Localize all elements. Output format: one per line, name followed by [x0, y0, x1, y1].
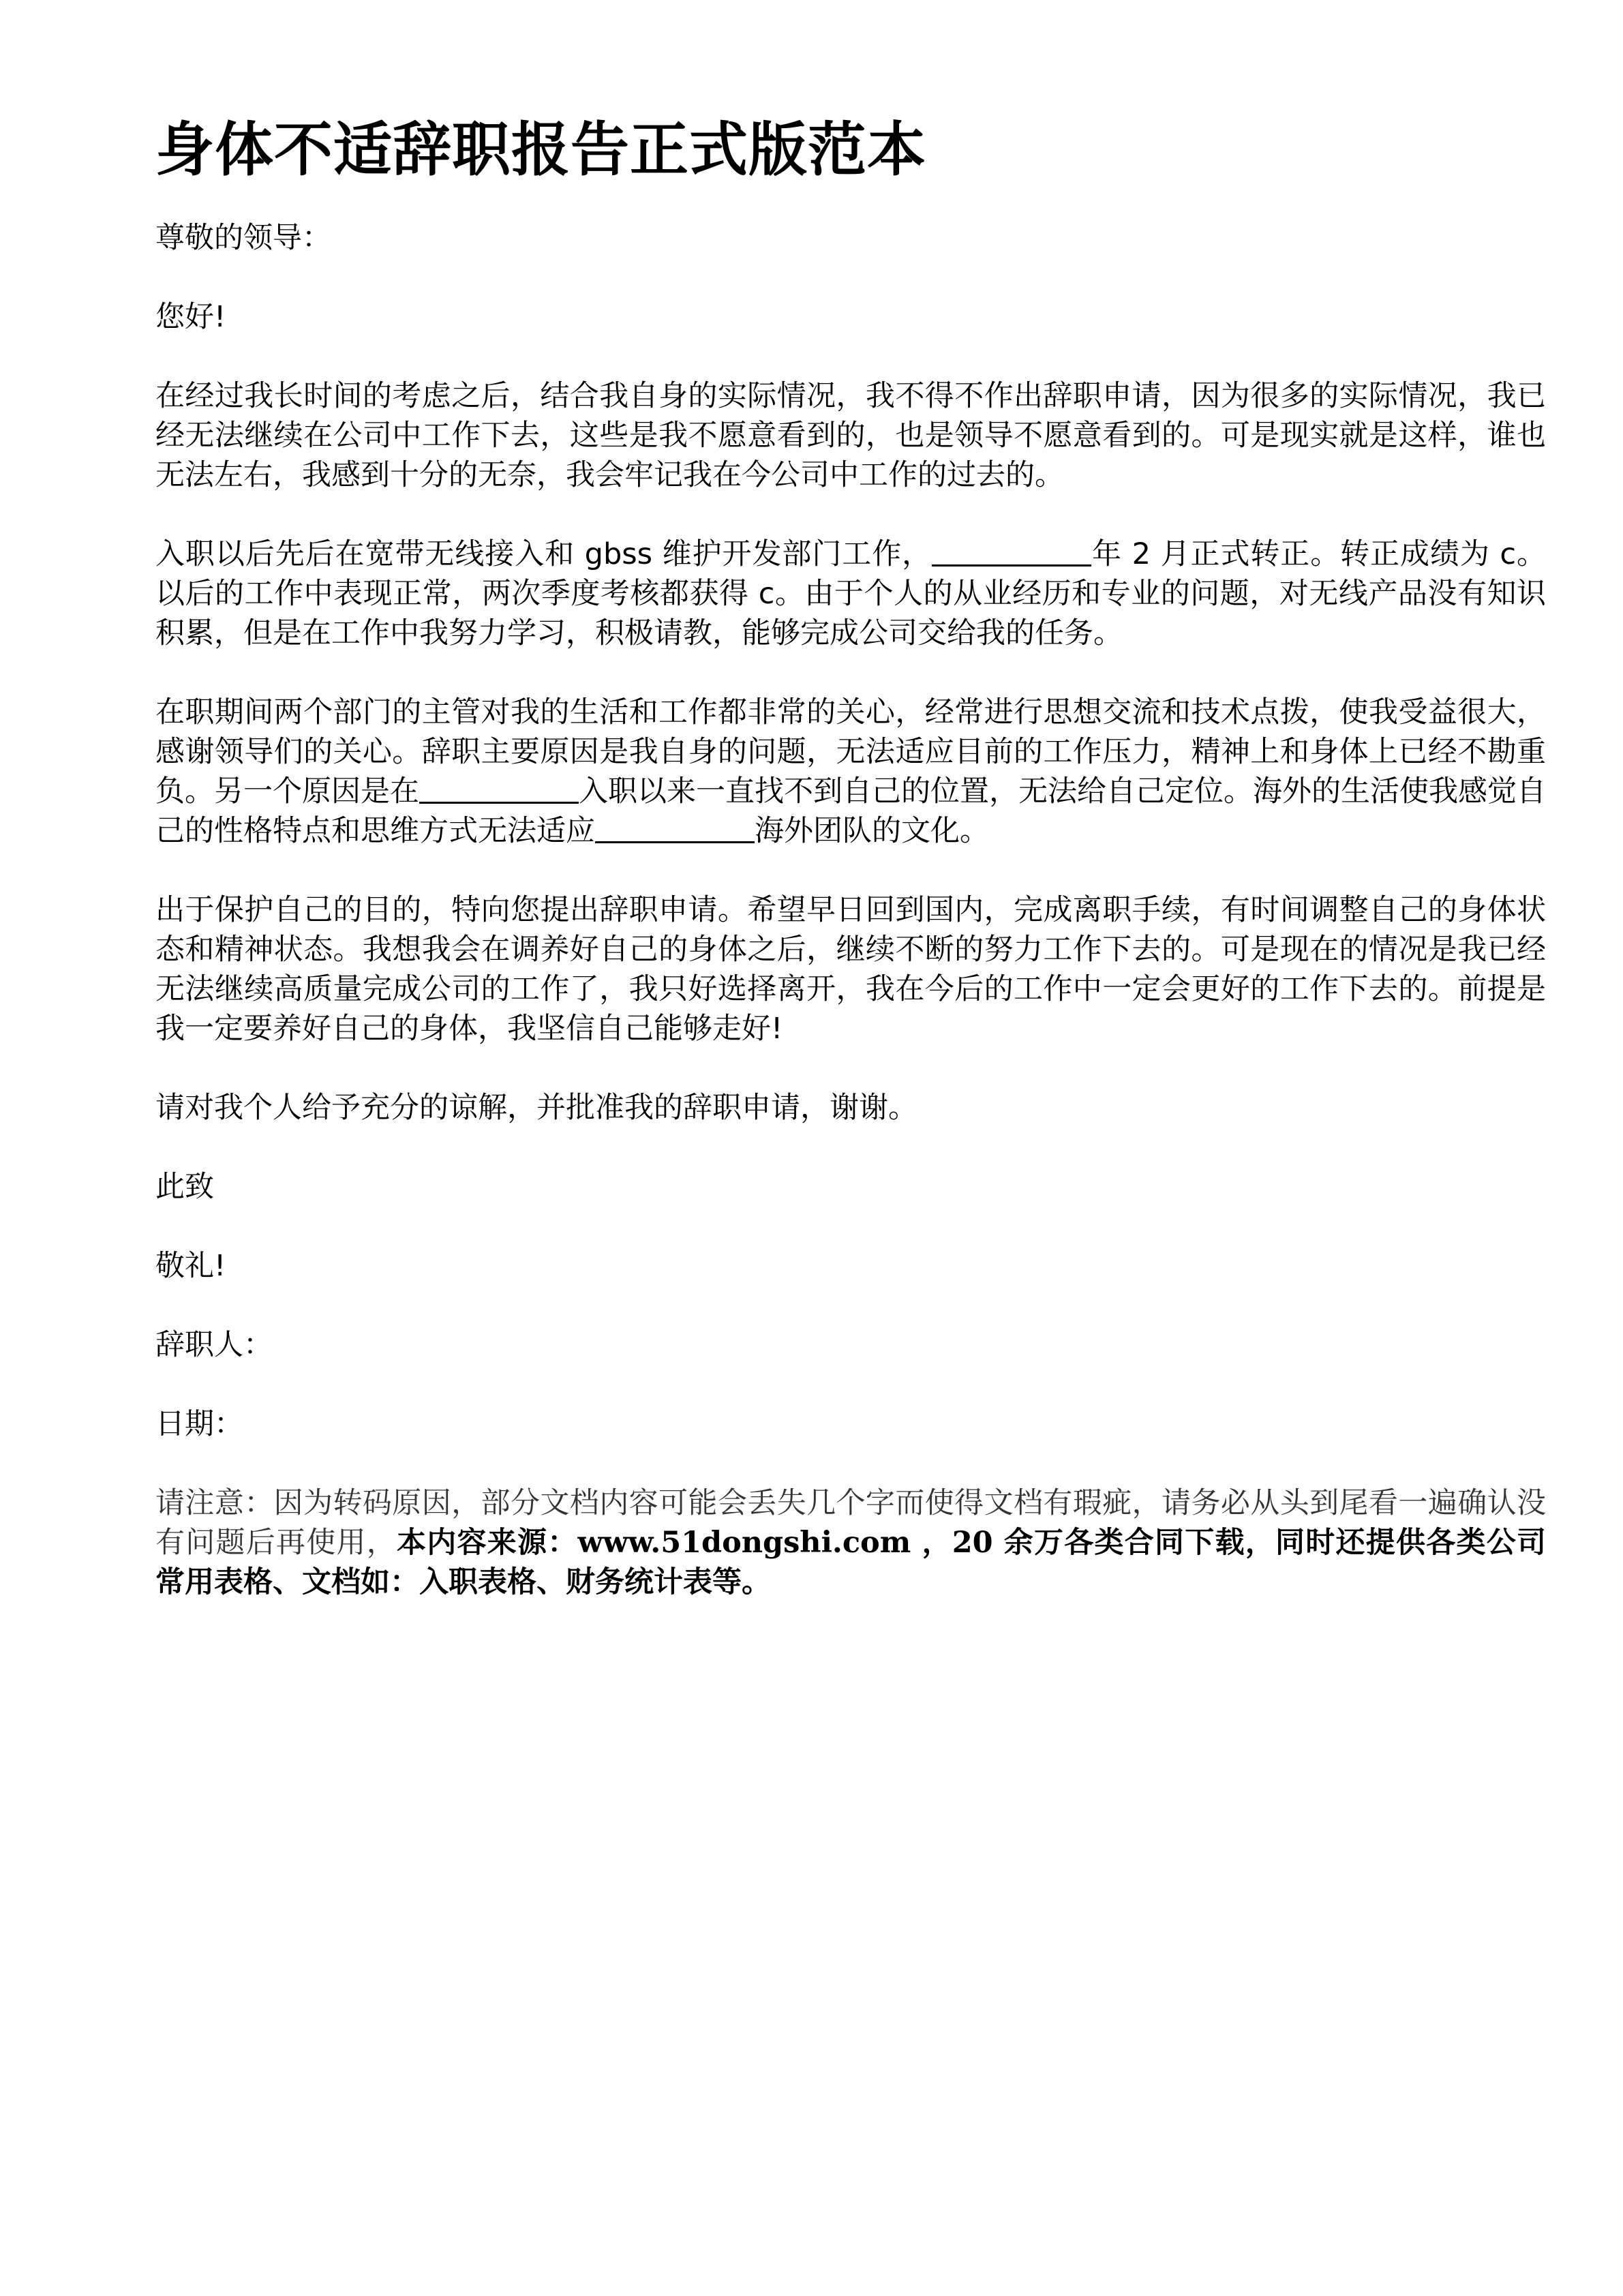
source-note-bold: 本内容来源：www.51dongshi.com ，20 余万各类合同下载，同时还提供各类公司常用表格、文档如：入职表格、财务统计表等。	[155, 1526, 1547, 1599]
paragraph-3-part-a: 在职期间两个部门的主管对我的生活和工作都非常的关心，经常进行思想交流和技术点拨，使我受益很大，感谢领导们的关心。辞职主要原因是我自身的问题，无法适应目前的工作压力，精神上和身体上已经不勘重负。另一个原因是在	[155, 695, 1546, 809]
salutation: 尊敬的领导：	[155, 221, 331, 255]
fill-in-blank	[419, 774, 579, 804]
paragraph-3	[155, 693, 1546, 851]
paragraph-3-part-c: 海外团队的文化。	[755, 814, 989, 848]
document-page	[155, 109, 1546, 1602]
paragraph-2-part-b: 年 2 月正式转正。转正成绩为 c。以后的工作中表现正常，两次季度考核都获得 c。由于个人的从业经历和专业的问题，对无线产品没有知识积累，但是在工作中我努力学习，积极请教，能够完成公司交给我的任务。	[155, 537, 1547, 650]
paragraph-3-part-b: 入职以来一直找不到自己的位置，无法给自己定位。海外的生活使我感觉自己的性格特点和思维方式无法适应	[155, 774, 1546, 848]
greeting: 您好!	[155, 300, 226, 334]
paragraph-2-part-a: 入职以后先后在宽带无线接入和 gbss 维护开发部门工作，	[155, 537, 932, 571]
closing-line-1: 此致	[155, 1170, 214, 1204]
document-title: 身体不适辞职报告正式版范本	[155, 116, 926, 184]
resigner-label: 辞职人：	[155, 1328, 273, 1362]
paragraph-4: 出于保护自己的目的，特向您提出辞职申请。希望早日回到国内，完成离职手续，有时间调整自己的身体状态和精神状态。我想我会在调养好自己的身体之后，继续不断的努力工作下去的。可是现在的情况是我已经无法继续高质量完成公司的工作了，我只好选择离开，我在今后的工作中一定会更好的工作下去的。前提是我一定要养好自己的身体，我坚信自己能够走好!	[155, 893, 1546, 1046]
date-label: 日期：	[155, 1407, 243, 1441]
paragraph-5: 请对我个人给予充分的谅解，并批准我的辞职申请，谢谢。	[155, 1091, 917, 1125]
fill-in-blank	[595, 814, 755, 843]
paragraph-2	[155, 534, 1546, 653]
source-note-text: 请注意：因为转码原因，部分文档内容可能会丢失几个字而使得文档有瑕疵，请务必从头到尾看一遍确认没有问题后再使用，	[155, 1486, 1546, 1560]
closing-line-2: 敬礼!	[155, 1249, 226, 1283]
source-note	[155, 1483, 1546, 1602]
fill-in-blank	[932, 537, 1091, 567]
paragraph-1: 在经过我长时间的考虑之后，结合我自身的实际情况，我不得不作出辞职申请，因为很多的实际情况，我已经无法继续在公司中工作下去，这些是我不愿意看到的，也是领导不愿意看到的。可是现实就是这样，谁也无法左右，我感到十分的无奈，我会牢记我在今公司中工作的过去的。	[155, 379, 1546, 492]
